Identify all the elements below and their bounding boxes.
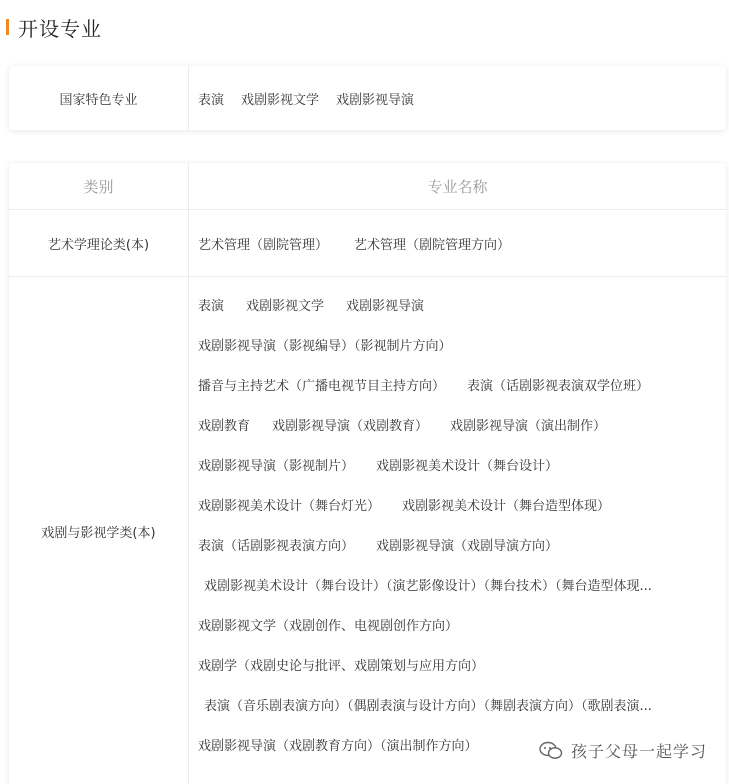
major-item: 戏剧影视美术设计（舞台灯光） [198, 499, 381, 514]
majors-table [9, 163, 726, 784]
major-item: 戏剧影视文学 [246, 299, 325, 314]
drama-film-majors [189, 277, 726, 784]
major-line [198, 330, 726, 370]
major-line [198, 450, 726, 490]
major-item: 表演（音乐剧表演方向）（偶剧表演与设计方向）（舞剧表演方向）（歌剧表演... [204, 699, 652, 714]
national-specialty-label: 国家特色专业 [9, 66, 189, 130]
major-item: 戏剧影视文学（戏剧创作、电视剧创作方向） [198, 619, 459, 634]
major-line [198, 610, 726, 650]
table-row-drama-film [9, 277, 726, 784]
section-header [6, 12, 102, 42]
watermark [539, 739, 707, 762]
major-line [198, 290, 726, 330]
header-major-name: 专业名称 [427, 177, 488, 196]
major-item: 戏剧影视导演（戏剧教育方向）（演出制作方向） [198, 739, 478, 754]
major-item: 戏剧影视文学 [241, 92, 320, 108]
major-item: 戏剧影视美术设计（舞台设计） [376, 459, 559, 474]
major-item: 表演 [198, 92, 225, 108]
major-item: 艺术管理（剧院管理） [198, 237, 329, 253]
major-line [198, 370, 726, 410]
major-line [198, 690, 726, 730]
national-specialty-card [9, 66, 726, 130]
major-item: 戏剧影视导演（影视制片） [198, 459, 355, 474]
section-title: 开设专业 [18, 16, 102, 41]
major-item: 艺术管理（剧院管理方向） [354, 237, 511, 253]
major-item: 表演（话剧影视表演双学位班） [467, 379, 650, 394]
wechat-icon [539, 741, 563, 761]
major-item: 戏剧影视导演（演出制作） [450, 419, 607, 434]
major-item: 戏剧影视美术设计（舞台造型体现） [402, 499, 611, 514]
major-item: 播音与主持艺术（广播电视节目主持方向） [198, 379, 446, 394]
category-drama-film: 戏剧与影视学类(本) [9, 277, 189, 784]
national-specialty-list [189, 66, 726, 130]
major-item: 戏剧影视美术设计（舞台设计）（演艺影像设计）（舞台技术）（舞台造型体现... [204, 579, 652, 594]
major-item: 戏剧影视导演（戏剧导演方向） [376, 539, 559, 554]
major-item: 表演 [198, 299, 225, 314]
major-item: 戏剧影视导演 [336, 92, 415, 108]
watermark-text: 孩子父母一起学习 [570, 742, 707, 761]
major-item: 戏剧教育 [198, 419, 251, 434]
major-line [198, 490, 726, 530]
header-category: 类别 [9, 163, 189, 209]
major-item: 戏剧影视导演 [346, 299, 425, 314]
art-theory-majors [189, 210, 726, 276]
major-line [198, 410, 726, 450]
category-art-theory: 艺术学理论类(本) [9, 210, 189, 276]
accent-bar [6, 19, 9, 35]
major-line [198, 530, 726, 570]
major-item: 戏剧影视导演（戏剧教育） [272, 419, 429, 434]
major-line [198, 570, 726, 610]
table-row-art-theory [9, 210, 726, 277]
table-header-row [9, 163, 726, 210]
major-line [198, 650, 726, 690]
major-item: 表演（话剧影视表演方向） [198, 539, 355, 554]
major-item: 戏剧学（戏剧史论与批评、戏剧策划与应用方向） [198, 659, 485, 674]
major-item: 戏剧影视导演（影视编导）（影视制片方向） [198, 339, 452, 354]
